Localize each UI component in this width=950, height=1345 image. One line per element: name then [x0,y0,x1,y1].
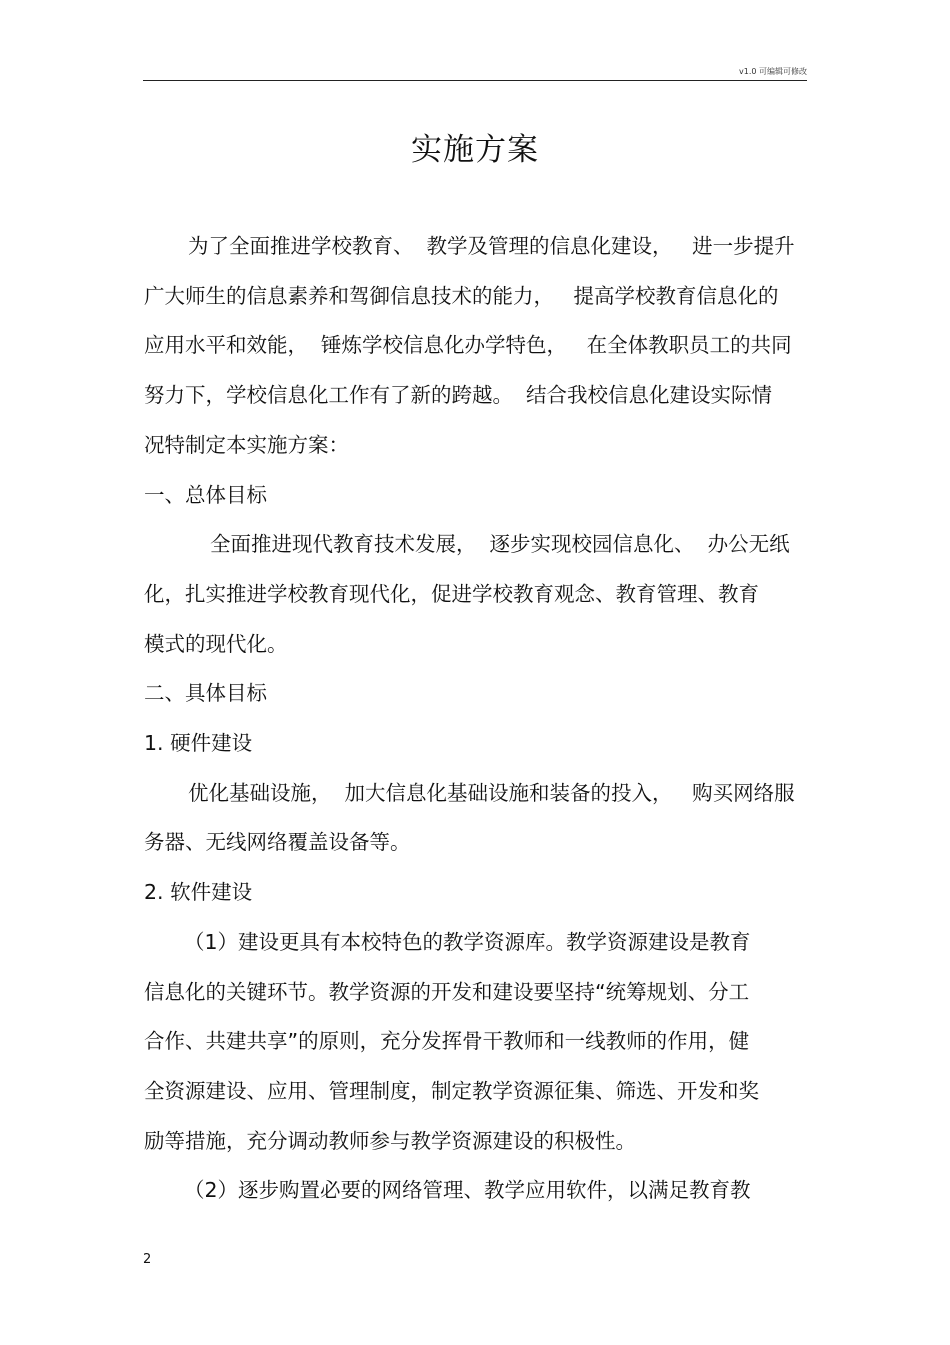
body-line: 优化基础设施， 加大信息化基础设施和装备的投入， 购买网络服 [188,780,795,805]
body-line: 信息化的关键环节。教学资源的开发和建设要坚持“统筹规划、分工 [144,979,750,1004]
body-line: 全资源建设、应用、管理制度，制定教学资源征集、筛选、开发和奖 [144,1078,759,1103]
body-line: 为了全面推进学校教育、 教学及管理的信息化建设， 进一步提升 [188,234,795,258]
body-line: 一、总体目标 [144,482,267,507]
body-line: 模式的现代化。 [144,631,288,656]
body-line: 合作、共建共享”的原则，充分发挥骨干教师和一线教师的作用，健 [144,1029,750,1054]
body-line: 化，扎实推进学校教育现代化，促进学校教育观念、教育管理、教育 [144,581,759,606]
body-line: 况特制定本实施方案： [144,432,349,457]
body-line: 努力下，学校信息化工作有了新的跨越。 结合我校信息化建设实际情 [144,383,773,408]
body-line: 应用水平和效能， 锤炼学校信息化办学特色， 在全体教职员工的共同 [144,333,792,358]
body-line: （1）建设更具有本校特色的教学资源库。教学资源建设是教育 [184,929,751,954]
header-version-note: v1.0 可编辑可修改 [739,67,807,76]
page-number: 2 [143,1252,152,1267]
body-line: （2）逐步购置必要的网络管理、教学应用软件，以满足教育教 [184,1178,751,1203]
body-line: 励等措施，充分调动教师参与教学资源建设的积极性。 [144,1128,636,1153]
body-line: 1. 硬件建设 [144,731,253,755]
body-line: 2. 软件建设 [144,880,253,905]
header-rule [143,80,807,81]
body-line: 二、具体目标 [144,681,267,706]
body-line: 务器、无线网络覆盖设备等。 [144,830,411,855]
body-line: 广大师生的信息素养和驾御信息技术的能力， 提高学校教育信息化的 [144,283,779,308]
body-line: 全面推进现代教育技术发展， 逐步实现校园信息化、 办公无纸 [210,532,790,557]
page-title: 实施方案 [411,132,539,168]
